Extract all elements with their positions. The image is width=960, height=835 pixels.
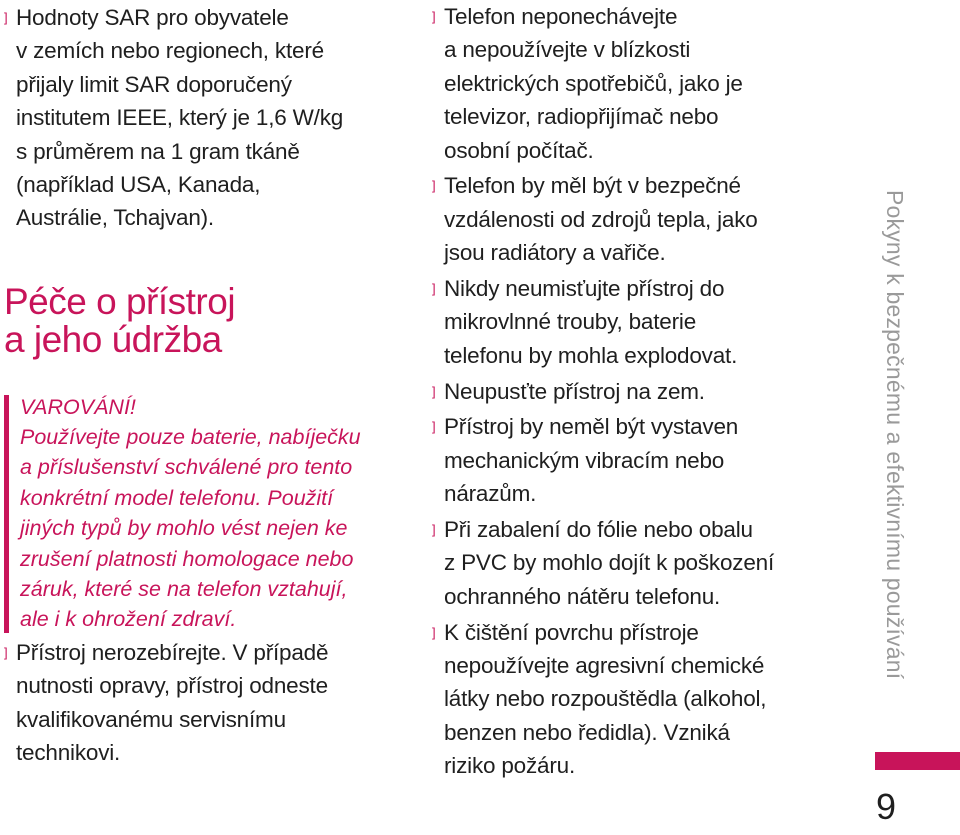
list-item: [432, 0, 852, 167]
section-title: Péče o přístroj a jeho údržba: [4, 281, 236, 360]
sar-bullet: [4, 1, 406, 235]
list-item: [432, 169, 852, 269]
right-column: [432, 0, 852, 785]
bullet-marker-icon: ]: [4, 10, 8, 25]
warning-bar: [4, 395, 9, 633]
sar-bullet-text: Hodnoty SAR pro obyvatele v zemích nebo regionech, které přijaly limit SAR doporučený institutem IEEE, který je 1,6 W/kg s průměrem na 1 gram tkáně (například USA, Kanada, Austrálie, Tchajvan).: [16, 5, 344, 231]
care-section: [4, 235, 404, 635]
disassemble-bullet-text: Přístroj nerozebírejte. V případě nutnosti opravy, přístroj odneste kvalifikovanému servisnímu technikovi.: [16, 640, 329, 766]
bullet-marker-icon: ]: [432, 281, 436, 297]
warning-text: Používejte pouze baterie, nabíječku a příslušenství schválené pro tento konkrétní model telefonu. Použití jiných typů by mohlo vést nejen ke zrušení platnosti homologace nebo záruk, které se na telefon vztahují, ale i k ohrožení zdraví.: [20, 425, 361, 632]
bullet-marker-icon: ]: [4, 645, 8, 660]
page-number: 9: [876, 786, 897, 827]
list-item-text: Neupusťte přístroj na zem.: [444, 378, 705, 404]
list-item: [432, 513, 852, 613]
sidebar-accent-bar: [875, 752, 960, 770]
bullet-marker-icon: ]: [432, 9, 436, 24]
bullet-marker-icon: ]: [432, 419, 436, 435]
list-item-text: Telefon by měl být v bezpečné vzdálenosti od zdrojů tepla, jako jsou radiátory a vařiče.: [444, 173, 758, 266]
list-item-text: Telefon neponechávejte a nepoužívejte v blízkosti elektrických spotřebičů, jako je televizor, radiopřijímač nebo osobní počítač.: [444, 4, 743, 163]
warning-box: [4, 392, 404, 635]
bullet-marker-icon: ]: [432, 383, 436, 399]
list-item: [432, 272, 852, 372]
bullet-marker-icon: ]: [432, 624, 436, 640]
list-item-text: Při zabalení do fólie nebo obalu z PVC by mohlo dojít k poškození ochranného nátěru telefonu.: [444, 517, 775, 609]
warning-title: VAROVÁNÍ!: [20, 395, 136, 419]
list-item-text: Přístroj by neměl být vystaven mechanickým vibracím nebo nárazům.: [444, 414, 739, 507]
bullet-marker-icon: ]: [432, 522, 436, 538]
left-column: [4, 0, 404, 835]
list-item: [432, 410, 852, 510]
list-item: [432, 616, 852, 783]
list-item: [432, 375, 852, 408]
disassemble-bullet: [4, 636, 406, 770]
bullet-marker-icon: ]: [432, 178, 436, 194]
list-item-text: K čištění povrchu přístroje nepoužívejte agresivní chemické látky nebo rozpouštědla (alkohol, benzen nebo ředidla). Vzniká riziko požáru.: [444, 619, 767, 779]
list-item-text: Nikdy neumisťujte přístroj do mikrovlnné trouby, baterie telefonu by mohla explodovat.: [444, 276, 738, 368]
sidebar-section-name: Pokyny k bezpečnému a efektivnímu používání: [882, 190, 908, 680]
